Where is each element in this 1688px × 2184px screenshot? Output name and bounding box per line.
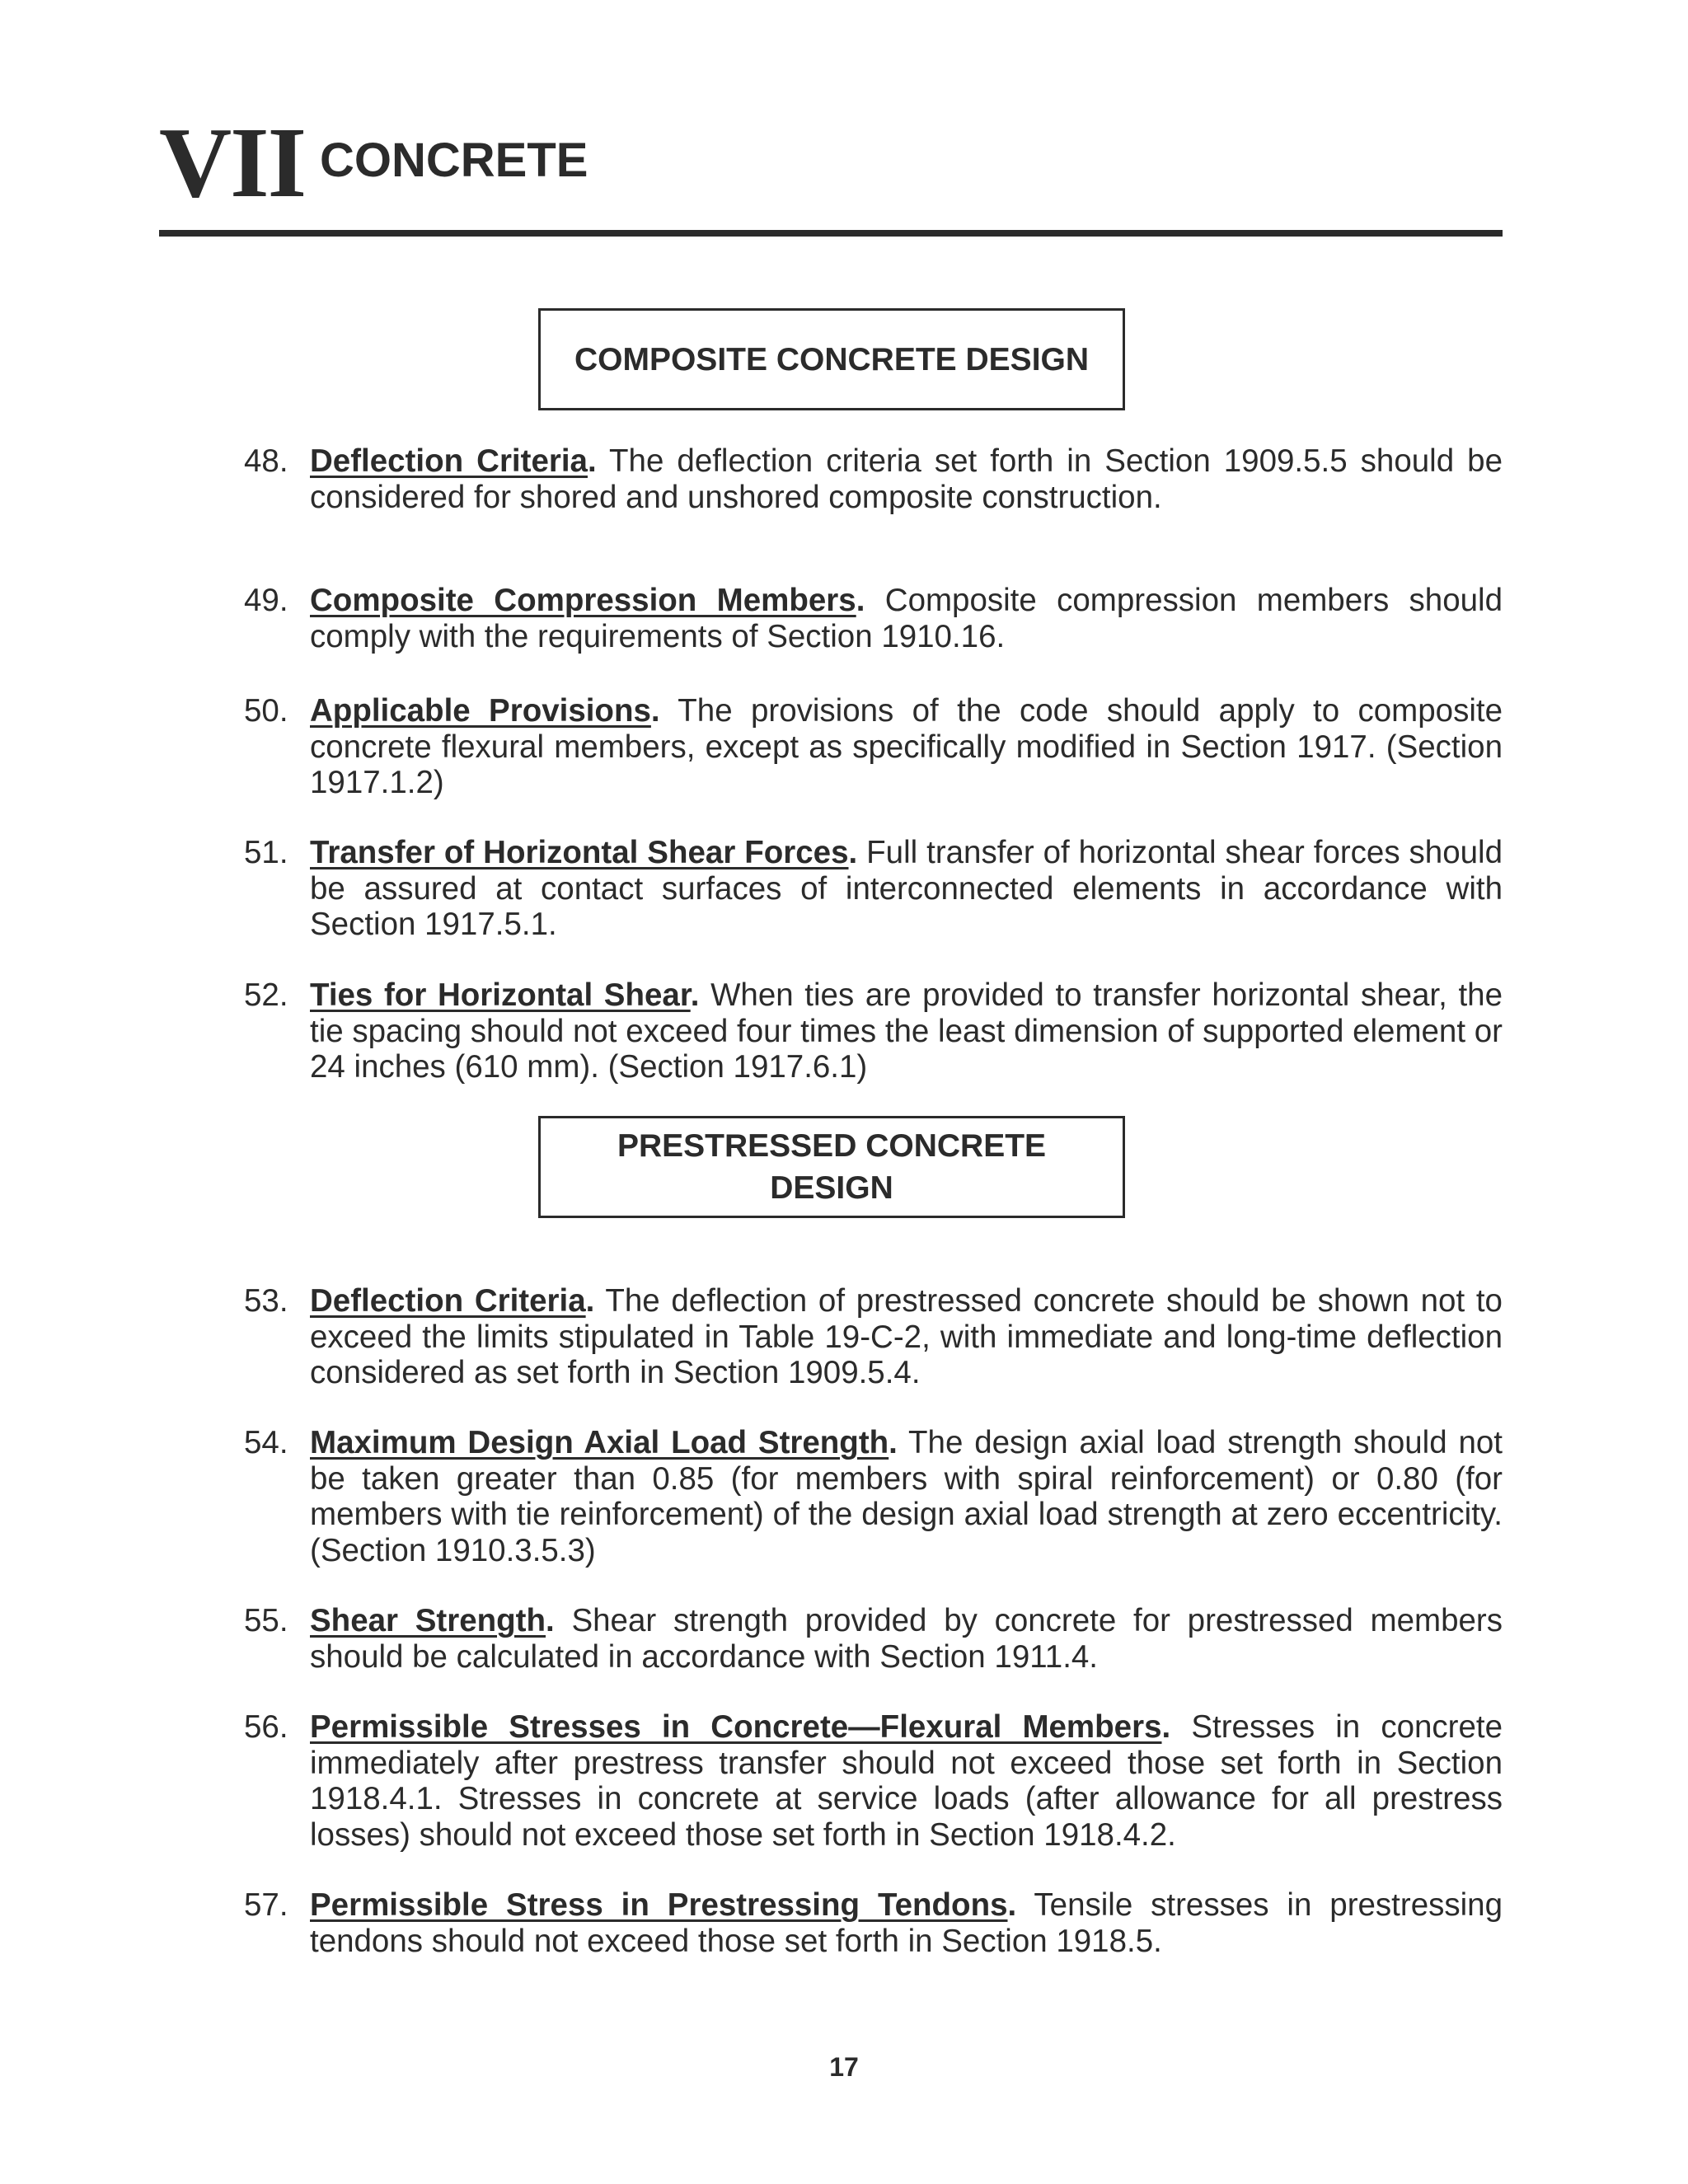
item-body: Deflection Criteria. The deflection of prestressed concrete should be shown not to exceed the limits stipulated in Table 19-C-2, with immediate and long-time deflection considered as set forth in Section 1909.5.4. bbox=[310, 1283, 1503, 1390]
item-heading: Transfer of Horizontal Shear Forces bbox=[310, 835, 849, 870]
item-number: 57. bbox=[244, 1887, 288, 1923]
item-body: Shear Strength. Shear strength provided by concrete for prestressed members should be calculated in accordance with Section 1911.4. bbox=[310, 1603, 1503, 1675]
section-heading-composite-text: COMPOSITE CONCRETE DESIGN bbox=[574, 341, 1090, 377]
chapter-number: VII bbox=[159, 107, 306, 218]
item-number: 53. bbox=[244, 1283, 288, 1319]
item-heading: Ties for Horizontal Shear bbox=[310, 977, 691, 1013]
list-item bbox=[244, 1603, 1503, 1675]
item-text: The design axial load strength should not be taken greater than 0.85 (for members with spiral reinforcement) or 0.80 (for members with tie reinforcement) of the design axial load strength at zero eccentricity. (Section 1910.3.5.3) bbox=[310, 1425, 1503, 1568]
item-body: Maximum Design Axial Load Strength. The design axial load strength should not be taken greater than 0.85 (for members with spiral reinforcement) or 0.80 (for members with tie reinforcement) of the design axial load strength at zero eccentricity. (Section 1910.3.5.3) bbox=[310, 1425, 1503, 1568]
item-text: The deflection of prestressed concrete should be shown not to exceed the limits stipulated in Table 19-C-2, with immediate and long-time deflection considered as set forth in Section 1909.5.4. bbox=[310, 1283, 1503, 1390]
section-heading-prestressed-text: PRESTRESSED CONCRETE DESIGN bbox=[617, 1128, 1047, 1206]
item-text: Stresses in concrete immediately after prestress transfer should not exceed those set forth in Section 1918.4.1. Stresses in concrete at service loads (after allowance for all prestress losses) should not exceed those set forth in Section 1918.4.2. bbox=[310, 1709, 1503, 1853]
item-text: Composite compression members should comply with the requirements of Section 1910.16. bbox=[310, 583, 1503, 654]
item-body: Applicable Provisions. The provisions of the code should apply to composite concrete flexural members, except as specifically modified in Section 1917. (Section 1917.1.2) bbox=[310, 693, 1503, 800]
item-heading: Permissible Stresses in Concrete—Flexural Members bbox=[310, 1709, 1162, 1745]
list-item bbox=[244, 443, 1503, 515]
item-number: 54. bbox=[244, 1425, 288, 1460]
list-item bbox=[244, 1709, 1503, 1853]
item-text: The deflection criteria set forth in Section 1909.5.5 should be considered for shored and unshored composite construction. bbox=[310, 443, 1503, 515]
list-item bbox=[244, 977, 1503, 1085]
item-text: Tensile stresses in prestressing tendons should not exceed those set forth in Section 1918.5. bbox=[310, 1887, 1503, 1959]
list-item bbox=[244, 1283, 1503, 1391]
list-item bbox=[244, 835, 1503, 943]
item-heading: Applicable Provisions bbox=[310, 693, 651, 729]
list-item bbox=[244, 1425, 1503, 1568]
list-item bbox=[244, 693, 1503, 801]
chapter-title: CONCRETE bbox=[320, 134, 588, 187]
item-heading: Composite Compression Members bbox=[310, 583, 856, 618]
item-number: 49. bbox=[244, 583, 288, 618]
section-heading-prestressed bbox=[538, 1116, 1125, 1218]
item-body: Permissible Stresses in Concrete—Flexural Members. Stresses in concrete immediately after prestress transfer should not exceed those set forth in Section 1918.4.1. Stresses in concrete at service loads (after allowance for all prestress losses) should not exceed those set forth in Section 1918.4.2. bbox=[310, 1709, 1503, 1853]
item-text: Shear strength provided by concrete for prestressed members should be calculated in accordance with Section 1911.4. bbox=[310, 1603, 1503, 1675]
item-heading: Deflection Criteria bbox=[310, 443, 588, 479]
item-heading: Shear Strength bbox=[310, 1603, 546, 1638]
item-body: Transfer of Horizontal Shear Forces. Full transfer of horizontal shear forces should be assured at contact surfaces of interconnected elements in accordance with Section 1917.5.1. bbox=[310, 835, 1503, 942]
item-number: 52. bbox=[244, 977, 288, 1013]
list-item bbox=[244, 583, 1503, 654]
item-heading: Deflection Criteria bbox=[310, 1283, 586, 1319]
item-body: Permissible Stress in Prestressing Tendons. Tensile stresses in prestressing tendons should not exceed those set forth in Section 1918.5. bbox=[310, 1887, 1503, 1959]
page-number: 17 bbox=[829, 2052, 859, 2082]
item-number: 55. bbox=[244, 1603, 288, 1638]
item-number: 56. bbox=[244, 1709, 288, 1745]
item-body: Composite Compression Members. Composite compression members should comply with the requirements of Section 1910.16. bbox=[310, 583, 1503, 654]
item-heading: Maximum Design Axial Load Strength bbox=[310, 1425, 889, 1460]
item-heading: Permissible Stress in Prestressing Tendons bbox=[310, 1887, 1008, 1923]
chapter-header bbox=[159, 105, 1503, 237]
item-number: 50. bbox=[244, 693, 288, 729]
item-number: 51. bbox=[244, 835, 288, 870]
item-text: The provisions of the code should apply to composite concrete flexural members, except as specifically modified in Section 1917. (Section 1917.1.2) bbox=[310, 693, 1503, 800]
item-number: 48. bbox=[244, 443, 288, 479]
item-text: Full transfer of horizontal shear forces should be assured at contact surfaces of interconnected elements in accordance with Section 1917.5.1. bbox=[310, 835, 1503, 942]
item-body: Ties for Horizontal Shear. When ties are provided to transfer horizontal shear, the tie spacing should not exceed four times the least dimension of supported element or 24 inches (610 mm). (Section 1917.6.1) bbox=[310, 977, 1503, 1085]
item-body: Deflection Criteria. The deflection criteria set forth in Section 1909.5.5 should be considered for shored and unshored composite construction. bbox=[310, 443, 1503, 515]
list-item bbox=[244, 1887, 1503, 1959]
item-text: When ties are provided to transfer horizontal shear, the tie spacing should not exceed four times the least dimension of supported element or 24 inches (610 mm). (Section 1917.6.1) bbox=[310, 977, 1503, 1085]
section-heading-composite bbox=[538, 308, 1125, 410]
header-divider bbox=[159, 230, 1503, 237]
